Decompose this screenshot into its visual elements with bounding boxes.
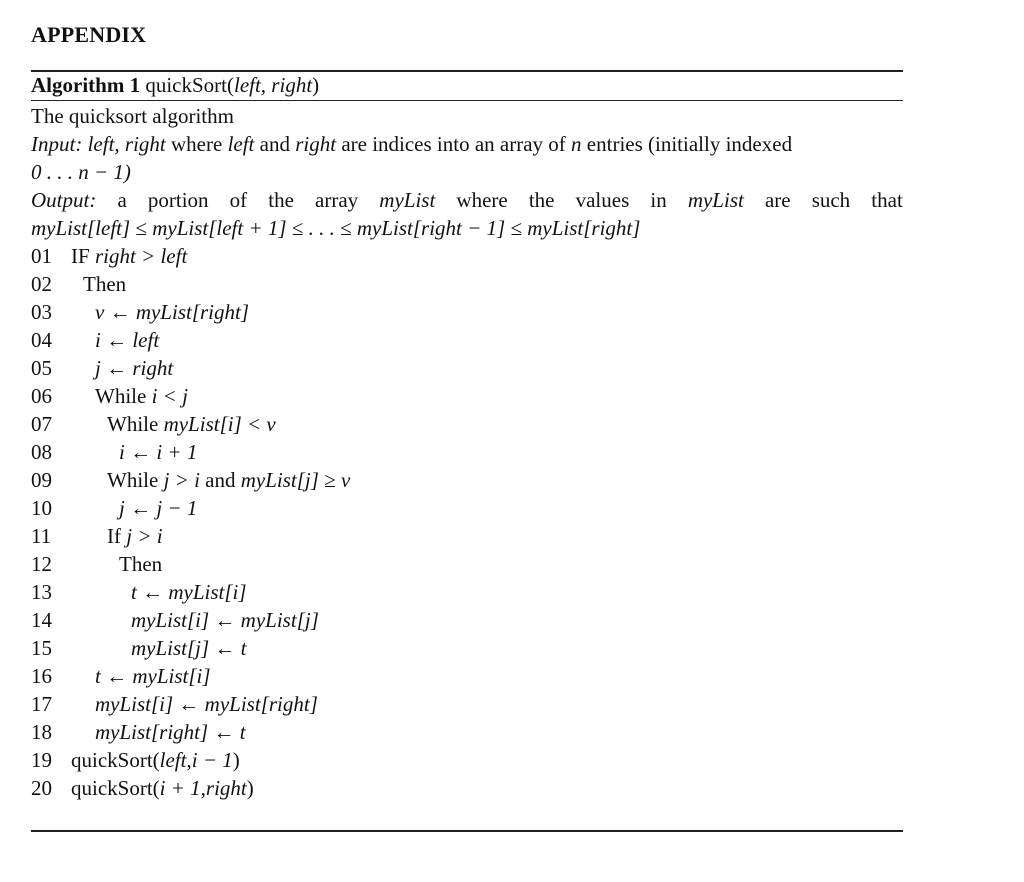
output-word: values: [575, 188, 630, 212]
keyword: While: [95, 384, 152, 408]
code-line: [31, 774, 903, 802]
code-line: [31, 438, 903, 466]
line-number: 04: [31, 328, 52, 352]
keyword: and: [199, 468, 241, 492]
input-line-1: [31, 130, 903, 158]
math-expression: j > i: [126, 524, 163, 548]
input-label: Input:: [31, 132, 83, 156]
output-word: array: [315, 188, 359, 212]
line-number: 07: [31, 412, 52, 436]
input-text: where: [165, 132, 228, 156]
math-expression: i + 1: [159, 776, 201, 800]
line-number: 16: [31, 664, 52, 688]
code-statement: [119, 438, 197, 466]
line-number: 01: [31, 244, 52, 268]
output-word: that: [871, 188, 903, 212]
code-line: [31, 634, 903, 662]
math-expression: right: [205, 776, 247, 800]
output-label: Output:: [31, 188, 97, 212]
keyword: ,: [200, 776, 206, 800]
math-expression: myList[i] < v: [163, 412, 276, 436]
keyword: Then: [83, 272, 127, 296]
output-word: such: [811, 188, 851, 212]
line-number: 19: [31, 748, 52, 772]
line-number: 11: [31, 524, 52, 548]
code-line: [31, 690, 903, 718]
code-line: [31, 662, 903, 690]
math-expression: t ← myList[i]: [95, 664, 211, 688]
appendix-heading: APPENDIX: [31, 22, 147, 47]
algorithm-close: ): [312, 73, 320, 97]
math-expression: j > i: [163, 468, 200, 492]
input-text: and: [254, 132, 296, 156]
output-word: are: [764, 188, 791, 212]
code-line: [31, 354, 903, 382]
code-statement: [107, 466, 350, 494]
math-expression: myList[i] ← myList[j]: [131, 608, 319, 632]
output-word: the: [268, 188, 294, 212]
code-line: [31, 494, 903, 522]
input-line-2: 0 . . . n − 1): [31, 160, 131, 184]
keyword: quickSort(: [71, 776, 160, 800]
code-statement: [119, 550, 162, 578]
math-expression: i ← left: [95, 328, 160, 352]
bottom-rule: [31, 830, 903, 832]
code-line: [31, 550, 903, 578]
math-expression: i < j: [151, 384, 188, 408]
math-expression: right > left: [94, 244, 188, 268]
line-number: 13: [31, 580, 52, 604]
input-term: left, right: [87, 132, 166, 156]
math-expression: j ← j − 1: [119, 496, 198, 520]
code-line: [31, 522, 903, 550]
code-line: [31, 606, 903, 634]
output-word: where: [456, 188, 508, 212]
algorithm-params: left, right: [233, 73, 313, 97]
output-line-1: [31, 186, 903, 214]
code-statement: [83, 270, 126, 298]
output-word: myList: [379, 188, 436, 212]
math-expression: myList[j] ≥ v: [240, 468, 351, 492]
keyword: If: [107, 524, 127, 548]
algorithm-code: [31, 242, 903, 802]
code-statement: [95, 662, 211, 690]
output-line-2: myList[left] ≤ myList[left + 1] ≤ . . . ≤ myList[right − 1] ≤ myList[right]: [31, 216, 641, 240]
input-term: n: [571, 132, 582, 156]
caption-rule: [31, 100, 903, 101]
output-word: myList: [687, 188, 744, 212]
line-number: 08: [31, 440, 52, 464]
math-expression: myList[i] ← myList[right]: [95, 692, 318, 716]
code-statement: [71, 242, 187, 270]
code-line: [31, 746, 903, 774]
output-word: the: [528, 188, 555, 212]
code-statement: [131, 606, 319, 634]
output-word: a: [117, 188, 127, 212]
output-spec: [31, 186, 903, 242]
code-line: [31, 578, 903, 606]
code-statement: [71, 746, 240, 774]
line-number: 03: [31, 300, 52, 324]
code-statement: [107, 410, 276, 438]
math-expression: i − 1: [191, 748, 233, 772]
output-word: portion: [147, 188, 209, 212]
line-number: 20: [31, 776, 52, 800]
keyword: ): [246, 776, 254, 800]
keyword: IF: [71, 244, 95, 268]
code-line: [31, 326, 903, 354]
math-expression: j ← right: [95, 356, 174, 380]
math-expression: myList[j] ← t: [131, 636, 247, 660]
code-statement: [107, 522, 163, 550]
algorithm-description: The quicksort algorithm: [31, 104, 234, 128]
math-expression: left: [159, 748, 187, 772]
line-number: 15: [31, 636, 52, 660]
line-number: 10: [31, 496, 52, 520]
code-line: [31, 466, 903, 494]
output-word: in: [650, 188, 667, 212]
code-statement: [71, 774, 254, 802]
line-number: 09: [31, 468, 52, 492]
input-spec: [31, 130, 903, 186]
line-number: 05: [31, 356, 52, 380]
code-line: [31, 718, 903, 746]
input-term: right: [295, 132, 337, 156]
keyword: quickSort(: [71, 748, 160, 772]
code-statement: [95, 326, 159, 354]
code-statement: [95, 690, 318, 718]
keyword: ): [232, 748, 240, 772]
algorithm-caption: [31, 72, 319, 98]
output-word: of: [229, 188, 248, 212]
line-number: 14: [31, 608, 52, 632]
code-statement: [95, 354, 173, 382]
math-expression: v ← myList[right]: [95, 300, 250, 324]
line-number: 06: [31, 384, 52, 408]
code-line: [31, 298, 903, 326]
line-number: 02: [31, 272, 52, 296]
line-number: 17: [31, 692, 52, 716]
line-number: 12: [31, 552, 52, 576]
input-text: are indices into an array of: [336, 132, 572, 156]
algorithm-name: quickSort(: [145, 73, 234, 97]
math-expression: t ← myList[i]: [131, 580, 247, 604]
input-term: left: [227, 132, 255, 156]
code-line: [31, 382, 903, 410]
code-line: [31, 270, 903, 298]
keyword: While: [107, 468, 164, 492]
code-line: [31, 242, 903, 270]
algorithm-label: Algorithm 1: [31, 73, 141, 97]
code-statement: [95, 382, 188, 410]
code-statement: [131, 578, 247, 606]
code-statement: [119, 494, 197, 522]
keyword: Then: [119, 552, 163, 576]
keyword: While: [107, 412, 164, 436]
line-number: 18: [31, 720, 52, 744]
code-statement: [95, 718, 246, 746]
keyword: ,: [186, 748, 192, 772]
code-statement: [131, 634, 247, 662]
code-line: [31, 410, 903, 438]
math-expression: i ← i + 1: [119, 440, 198, 464]
code-statement: [95, 298, 249, 326]
math-expression: myList[right] ← t: [95, 720, 246, 744]
input-text: entries (initially indexed: [581, 132, 793, 156]
